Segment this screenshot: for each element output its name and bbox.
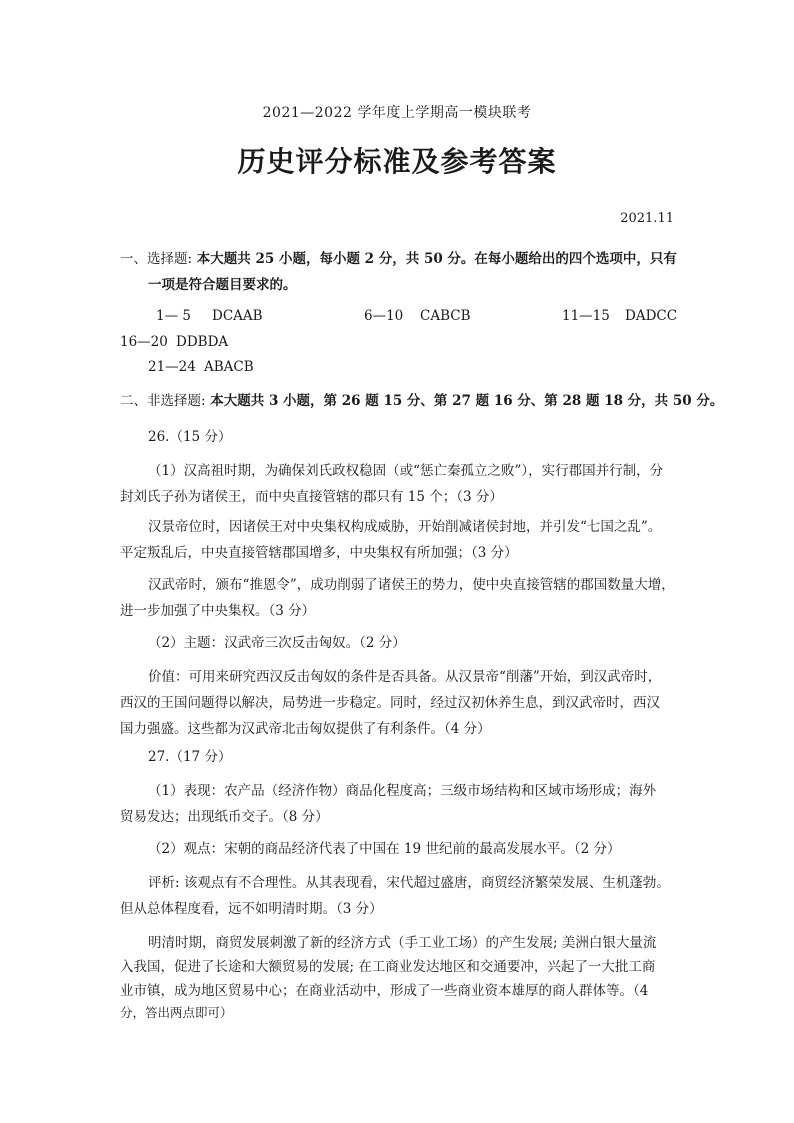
answer-letters: CABCB <box>420 308 471 324</box>
answer-range: 1— 5 <box>156 308 191 324</box>
answer-letters: DCAAB <box>212 308 263 324</box>
answer-letters: DDBDA <box>176 334 229 350</box>
answer-text: 明清时期，商贸发展刺激了新的经济方式（手工业工场）的产生发展; 美洲白银大量流 <box>148 935 657 951</box>
answer-text: （2）主题：汉武帝三次反击匈奴。（2 分） <box>148 635 406 651</box>
answer-text: 入我国，促进了长途和大额贸易的发展; 在工商业发达地区和交通要冲，兴起了一大批工商 <box>120 959 656 975</box>
exam-subtitle: 2021—2022 学年度上学期高一模块联考 <box>262 105 532 121</box>
answer-text: 评析: 该观点有不合理性。从其表现看，宋代超过盛唐，商贸经济繁荣发展、生机蓬勃。 <box>148 875 670 891</box>
section1-heading <box>120 246 680 272</box>
answer-text: 贸易发达；出现纸币交子。（8 分） <box>120 809 329 825</box>
section2-lead: 二、非选择题: <box>120 393 206 409</box>
answer-range: 16—20 <box>120 334 168 350</box>
document-date: 2021.11 <box>620 211 674 226</box>
answer-text: （1）汉高祖时期，为确保刘氏政权稳固（或“惩亡秦孤立之败”），实行郡国并行制，分 <box>148 463 664 479</box>
answer-text: （1）表现：农产品（经济作物）商品化程度高；三级市场结构和区域市场形成；海外 <box>148 783 657 799</box>
answer-text: （2）观点：宋朝的商品经济代表了中国在 19 世纪前的最高发展水平。（2 分） <box>148 841 621 857</box>
section2-instructions: 本大题共 3 小题，第 26 题 15 分、第 27 题 16 分、第 28 题 18 分，共 50 分。 <box>205 393 724 409</box>
answer-text: 封刘氏子孙为诸侯王，而中央直接管辖的郡只有 15 个；（3 分） <box>120 489 503 505</box>
answer-text: 平定叛乱后，中央直接管辖郡国增多，中央集权有所加强；（3 分） <box>120 545 518 561</box>
answer-text: 西汉的王国问题得以解决，局势进一步稳定。同时，经过汉初休养生息，到汉武帝时，西汉 <box>120 695 660 711</box>
answer-text: 业市镇，成为地区贸易中心；在商业活动中，形成了一些商业资本雄厚的商人群体等。（4 <box>120 983 649 999</box>
section1-instructions-line2: 一项是符合题目要求的。 <box>148 277 297 293</box>
answer-text: 国力强盛。这些都为汉武帝北击匈奴提供了有利条件。（4 分） <box>120 721 491 737</box>
answer-range: 6—10 <box>364 308 404 324</box>
question-27-label: 27.（17 分） <box>148 749 232 765</box>
answer-text: 价值：可用来研究西汉反击匈奴的条件是否具备。从汉景帝“削藩”开始，到汉武帝时， <box>148 669 662 685</box>
section2-heading <box>120 388 724 414</box>
section1-instructions: 本大题共 25 小题，每小题 2 分，共 50 分。在每小题给出的四个选项中，只有 <box>192 251 677 267</box>
page-title: 历史评分标准及参考答案 <box>237 145 557 178</box>
answer-letters: DADCC <box>625 308 678 324</box>
answer-text: 汉景帝位时，因诸侯王对中央集权构成威胁，开始削减诸侯封地，并引发“七国之乱”。 <box>148 519 662 535</box>
answer-letters: ABACB <box>204 359 254 375</box>
section1-lead: 一、选择题: <box>120 251 193 267</box>
answer-text: 但从总体程度看，远不如明清时期。（3 分） <box>120 901 383 917</box>
answer-text: 汉武帝时，颁布“推恩令”，成功削弱了诸侯王的势力，使中央直接管辖的郡国数量大增， <box>148 577 675 593</box>
answer-text: 分，答出两点即可） <box>120 1005 233 1020</box>
answer-text: 进一步加强了中央集权。（3 分） <box>120 603 316 619</box>
answer-range: 11—15 <box>562 308 610 324</box>
answer-range: 21—24 <box>148 359 196 375</box>
question-26-label: 26.（15 分） <box>148 429 232 445</box>
